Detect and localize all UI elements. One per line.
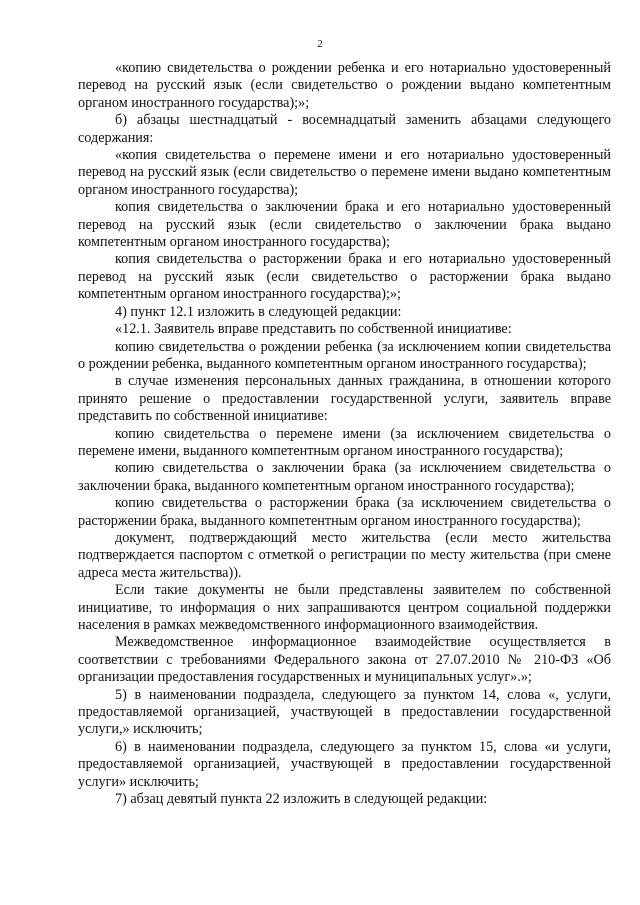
document-body: [78, 60, 611, 808]
paragraph-10: копию свидетельства о перемене имени (за исключением свидетельства о перемене имени, выданного компетентным органом иностранного государства);: [78, 425, 611, 459]
paragraph-1: «копию свидетельства о рождении ребенка и его нотариально удостоверенный перевод на русский язык (если свидетельство о рождении выдано компетентным органом иностранного государства);»;: [78, 60, 611, 111]
paragraph-4: копия свидетельства о заключении брака и его нотариально удостоверенный перевод на русский язык (если свидетельство о заключении брака выдано компетентным органом иностранного государства);: [78, 199, 611, 251]
paragraph-15: Межведомственное информационное взаимодействие осуществляется в соответствии с требованиями Федерального закона от 27.07.2010 № 210-ФЗ «Об организации предоставления государственных и муниципальных услуг».»;: [78, 634, 611, 686]
paragraph-2: б) абзацы шестнадцатый - восемнадцатый заменить абзацами следующего содержания:: [78, 112, 611, 146]
paragraph-8: копию свидетельства о рождении ребенка (за исключением копии свидетельства о рождении ребенка, выданного компетентным органом иностранного государства);: [78, 338, 611, 372]
paragraph-17: 6) в наименовании подраздела, следующего за пунктом 15, слова «и услуги, предоставляемой организацией, участвующей в предоставлении государственной услуги» исключить;: [78, 738, 611, 790]
paragraph-6: 4) пункт 12.1 изложить в следующей редакции:: [115, 303, 402, 320]
paragraph-18: 7) абзац девятый пункта 22 изложить в следующей редакции:: [115, 791, 488, 808]
paragraph-3: «копия свидетельства о перемене имени и его нотариально удостоверенный перевод на русский язык (если свидетельство о перемене имени выдано компетентным органом иностранного государства);: [78, 147, 611, 198]
paragraph-16: 5) в наименовании подраздела, следующего за пунктом 14, слова «, услуги, предоставляемой организацией, участвующей в предоставлении государственной услуги,» исключить;: [78, 686, 611, 738]
page-number: 2: [317, 38, 323, 50]
paragraph-7: «12.1. Заявитель вправе представить по собственной инициативе:: [115, 321, 512, 338]
paragraph-11: копию свидетельства о заключении брака (за исключением свидетельства о заключении брака, выданного компетентным органом иностранного государства);: [78, 460, 611, 494]
paragraph-14: Если такие документы не были представлены заявителем по собственной инициативе, то информация о них запрашиваются центром социальной поддержки населения в рамках межведомственного информационного взаимодействия.: [78, 582, 611, 633]
paragraph-12: копию свидетельства о расторжении брака (за исключением свидетельства о расторжении брака, выданного компетентным органом иностранного государства);: [78, 495, 611, 529]
paragraph-9: в случае изменения персональных данных гражданина, в отношении которого принято решение о предоставлении государственной услуги, заявитель вправе представить по собственной инициативе:: [78, 373, 611, 425]
paragraph-5: копия свидетельства о расторжении брака и его нотариально удостоверенный перевод на русский язык (если свидетельство о расторжении брака выдано компетентным органом иностранного государства);»;: [78, 251, 611, 303]
paragraph-13: документ, подтверждающий место жительства (если место жительства подтверждается паспортом с отметкой о регистрации по месту жительства (при смене адреса места жительства)).: [78, 529, 611, 581]
